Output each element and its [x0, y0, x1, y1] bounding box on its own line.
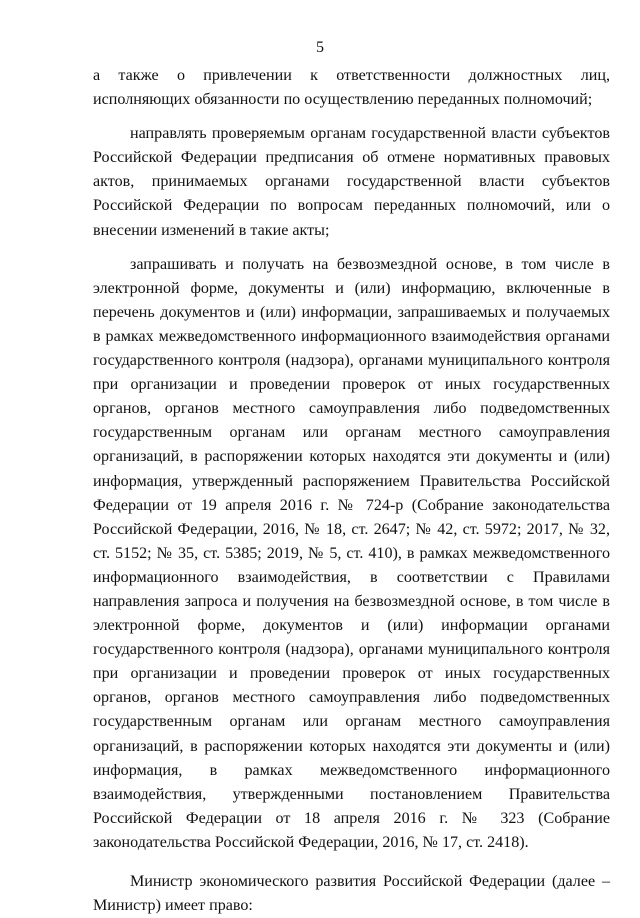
paragraph-directives: направлять проверяемым органам государственной власти субъектов Российской Федерации предписания об отмене нормативных правовых актов, принимаемых органами государственной власти субъектов Российской Федерации по вопросам переданных полномочий, или о внесении изменений в такие акты;	[93, 125, 610, 239]
paragraph-continuation: а также о привлечении к ответственности должностных лиц, исполняющих обязанности по осуществлению переданных полномочий;	[93, 67, 610, 109]
document-body	[93, 64, 610, 918]
page-number: 5	[316, 39, 324, 56]
paragraph-minister-rights: Министр экономического развития Российской Федерации (далее – Министр) имеет право:	[93, 873, 610, 915]
paragraph-requests: запрашивать и получать на безвозмездной основе, в том числе в электронной форме, документы и (или) информацию, включенные в перечень документов и (или) информации, запрашиваемых и получаемых в рамках межведомственного информационного взаимодействия органами государственного контроля (надзора), органами муниципального контроля при организации и проведении проверок от иных государственных органов, органов местного самоуправления либо подведомственных государственным органам или органам местного самоуправления организаций, в распоряжении которых находятся эти документы и (или) информация, утвержденный распоряжением Правительства Российской Федерации от 19 апреля 2016 г. № 724-р (Собрание законодательства Российской Федерации, 2016, № 18, ст. 2647; № 42, ст. 5972; 2017, № 32, ст. 5152; № 35, ст. 5385; 2019, № 5, ст. 410), в рамках межведомственного информационного взаимодействия, в соответствии с Правилами направления запроса и получения на безвозмездной основе, в том числе в электронной форме, документов и (или) информации органами государственного контроля (надзора), органами муниципального контроля при организации и проведении проверок от иных государственных органов, органов местного самоуправления либо подведомственных государственным органам или органам местного самоуправления организаций, в распоряжении которых находятся эти документы и (или) информация, в рамках межведомственного информационного взаимодействия, утвержденными постановлением Правительства Российской Федерации от 18 апреля 2016 г. № 323 (Собрание законодательства Российской Федерации, 2016, № 17, ст. 2418).	[93, 255, 610, 851]
